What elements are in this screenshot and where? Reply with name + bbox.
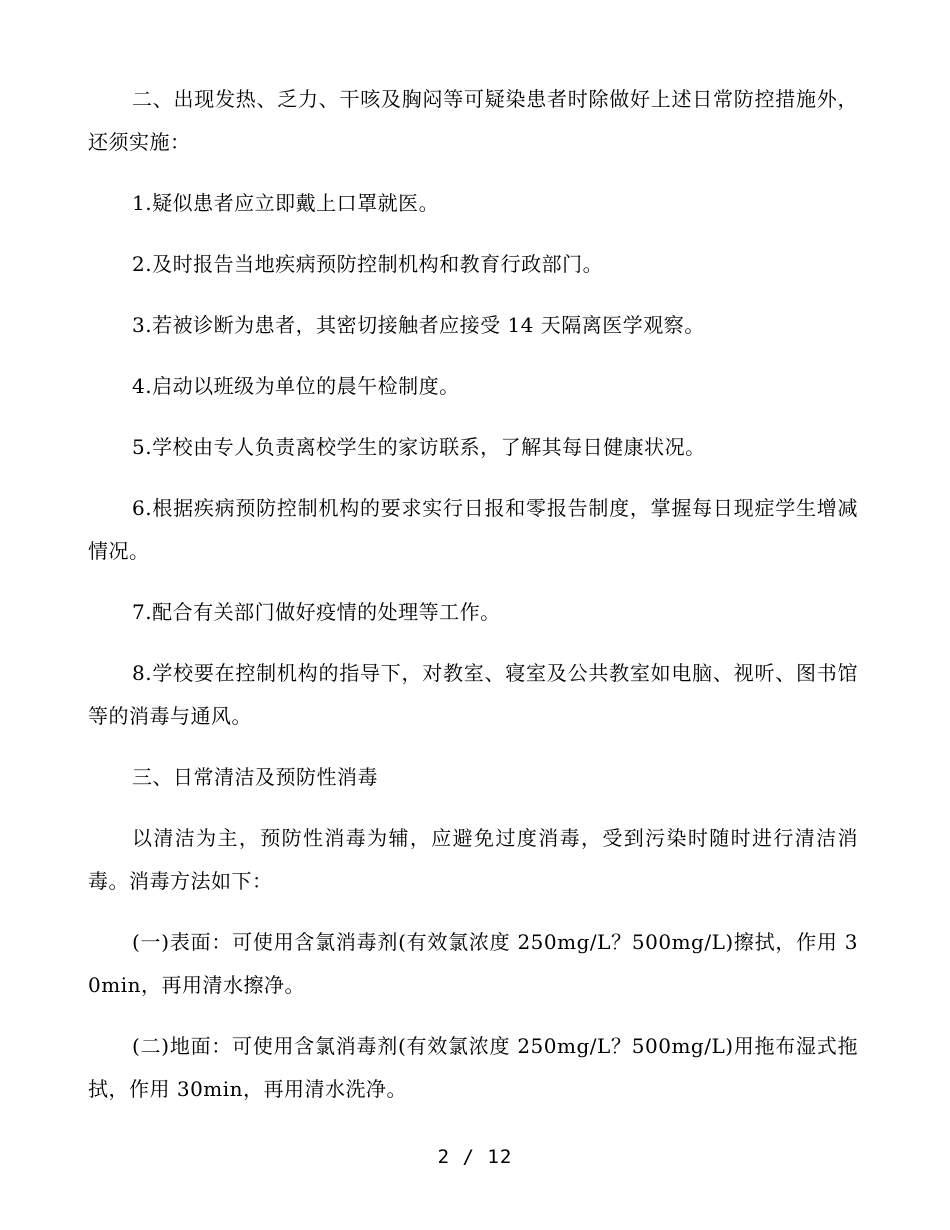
- paragraph-surface-disinfection: (一)表面：可使用含氯消毒剂(有效氯浓度 250mg/L？500mg/L)擦拭，作用 30min，再用清水擦净。: [88, 930, 858, 997]
- paragraph-floor-disinfection: (二)地面：可使用含氯消毒剂(有效氯浓度 250mg/L？500mg/L)用拖布湿式拖拭，作用 30min，再用清水洗净。: [88, 1034, 858, 1101]
- paragraph-item-4: 4.启动以班级为单位的晨午检制度。: [132, 374, 460, 398]
- paragraph-item-7: 7.配合有关部门做好疫情的处理等工作。: [132, 600, 501, 624]
- page-number: 2 / 12: [437, 1146, 513, 1168]
- paragraph-item-5: 5.学校由专人负责离校学生的家访联系，了解其每日健康状况。: [132, 435, 706, 459]
- paragraph-item-3: 3.若被诊断为患者，其密切接触者应接受 14 天隔离医学观察。: [132, 313, 705, 337]
- paragraph-item-2: 2.及时报告当地疾病预防控制机构和教育行政部门。: [132, 252, 604, 276]
- paragraph-section-three-heading: 三、日常清洁及预防性消毒: [132, 765, 378, 789]
- paragraph-cleaning-principle: 以清洁为主，预防性消毒为辅，应避免过度消毒，受到污染时随时进行清洁消毒。消毒方法如下：: [88, 826, 858, 893]
- paragraph-item-1: 1.疑似患者应立即戴上口罩就医。: [132, 191, 440, 215]
- paragraph-item-6: 6.根据疾病预防控制机构的要求实行日报和零报告制度，掌握每日现症学生增减情况。: [88, 496, 858, 563]
- paragraph-item-8: 8.学校要在控制机构的指导下，对教室、寝室及公共教室如电脑、视听、图书馆等的消毒与通风。: [88, 661, 858, 728]
- document-body: [88, 78, 858, 1129]
- paragraph-section-two-heading: 二、出现发热、乏力、干咳及胸闷等可疑染患者时除做好上述日常防控措施外，还须实施：: [88, 87, 858, 154]
